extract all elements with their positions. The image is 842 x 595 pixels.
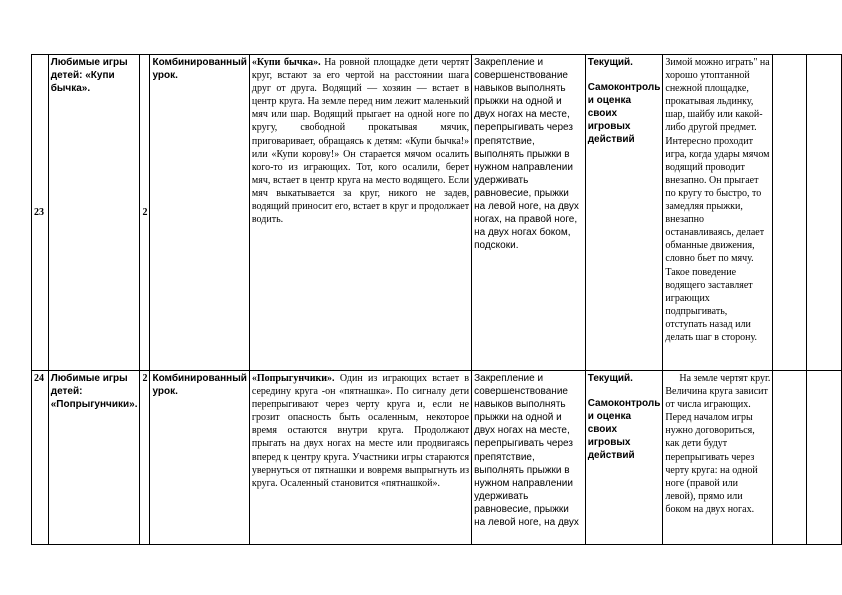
skills-cell: Закрепление и совершенствование навыков выполнять прыжки на одной и двух ногах на месте, перепрыгивать через препятствие, выполнять прыжки в нужном направлении удерживать равновесие, прыжки на левой ноге, на двух	[472, 371, 586, 545]
empty-cell	[773, 55, 806, 371]
lesson-topic: Любимые игры детей: «Попрыгунчики».	[48, 371, 140, 545]
game-name: «Купи бычка».	[251, 57, 321, 68]
control-cell	[585, 371, 663, 545]
lesson-hours: 2	[140, 371, 150, 545]
game-description: На ровной площадке дети чертят круг, встают за его чертой на расстоянии шага друг от друга. Водящий — хозяин — встает в центр круга. На земле перед ним лежит маленький мяч или шар. Водящий прыгает на одной ноге по кругу, свободной прокатывая мячик, приговаривает, обращаясь к детям: «Купи бычка!» или «Купи корову!» Он старается мячом осалить кого-то из играющих. Тот, кого осалили, берет мяч, встает в центр круга на место водящего. Если мяч выкатывается за круг, никого не задев, водящий приносит его, встает в круг и продолжает водить.	[251, 57, 470, 226]
empty-cell	[773, 371, 806, 545]
table-row	[32, 55, 842, 371]
note-text: На земле чертят круг. Величина круга зависит от числа играющих. Перед началом игры нужно договориться, как дети будут перепрыгивать через черту круга: на одной ноге (правой или левой), прямо или боком на двух ногах.	[665, 373, 771, 515]
control-type: Текущий.	[587, 57, 633, 68]
game-description: Один из играющих встает в середину круга -он «пятнашка». По сигналу дети перепрыгивают через черту круга и, если не грозит опасность быть осаленным, некоторое время остаются внутри круга. Продолжают прыгать на двух ногах на месте или продвигаясь вперед к центру круга. Участники игры стараются увернуться от пятнашки и вовремя выпрыгнуть из круга. Осаленный становится «пятнашкой».	[251, 373, 470, 489]
game-name: «Попрыгунчики».	[251, 373, 335, 384]
skills-cell: Закрепление и совершенствование навыков выполнять прыжки на одной и двух ногах на месте, перепрыгивать через препятствие, выполнять прыжки в нужном направлении удерживать равновесие, прыжки на левой ноге, на двух ногах, на правой ноге, на двух ногах боком, подскоки.	[472, 55, 586, 371]
control-self: Самоконтроль и оценка своих игровых действий	[587, 82, 661, 146]
lesson-number: 24	[32, 371, 49, 545]
control-cell	[585, 55, 663, 371]
table-row	[32, 371, 842, 545]
empty-cell	[806, 371, 841, 545]
note-cell: Зимой можно играть" на хорошо утоптанной снежной площадке, прокатывая льдинку, шар, шайбу или какой-либо другой предмет. Интересно проходит игра, когда удары мячом водящий проводит внезапно. Он прыгает по кругу то быстро, то замедляя прыжки, внезапно останавливаясь, делает обманные движения, словно бьет по мячу. Такое поведение водящего заставляет играющих подпрыгивать, отступать назад или делать шаг в сторону.	[663, 55, 773, 371]
lesson-topic: Любимые игры детей: «Купи бычка».	[48, 55, 140, 371]
lesson-number: 23	[32, 55, 49, 371]
lesson-type: Комбинированный урок.	[150, 371, 249, 545]
empty-cell	[806, 55, 841, 371]
game-description-cell	[249, 55, 471, 371]
lesson-hours: 2	[140, 55, 150, 371]
control-type: Текущий.	[587, 373, 633, 384]
lesson-plan-table	[31, 54, 842, 545]
lesson-type: Комбинированный урок.	[150, 55, 249, 371]
note-cell	[663, 371, 773, 545]
control-self: Самоконтроль и оценка своих игровых действий	[587, 398, 661, 462]
game-description-cell	[249, 371, 471, 545]
